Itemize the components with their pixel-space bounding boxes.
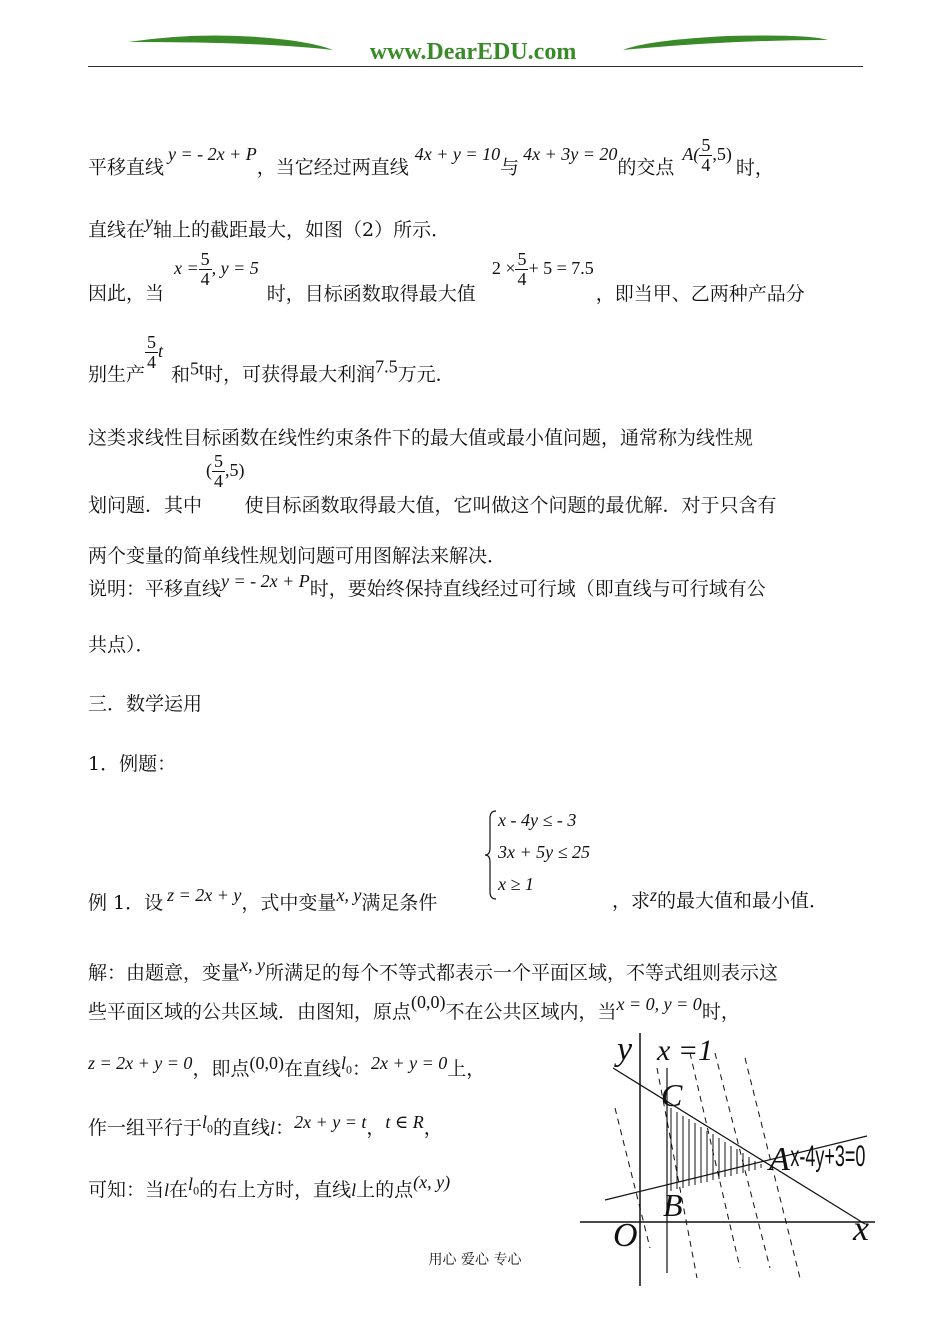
p3-x-cond (174, 249, 259, 289)
example-1-tail (612, 885, 828, 913)
p4-prefix: 别生产 (88, 363, 146, 386)
label-y-axis: y (617, 1031, 633, 1068)
paragraph-4 (88, 333, 455, 387)
constraint-2: 3x + 5y ≤ 25 (498, 842, 591, 862)
p6-pt-num: 5 (214, 451, 224, 471)
paragraph-9: 共点）． (88, 634, 155, 656)
sol1-prefix: 解：由题意，变量 (88, 962, 241, 984)
sol3-colon: ： (351, 1058, 371, 1080)
label-point-C: C (661, 1077, 683, 1113)
p3-expr-num: 5 (517, 249, 527, 269)
ex1-mid2: 满足条件 (361, 892, 438, 914)
solution-line-2 (88, 992, 740, 1024)
paragraph-8 (88, 570, 766, 601)
label-point-A: A (769, 1141, 790, 1178)
p1-mid2: 与 (500, 156, 520, 179)
paragraph-5: 这类求线性目标函数在线性约束条件下的最大值或最小值问题，通常称为线性规 (88, 427, 754, 449)
p3-x-frac (199, 250, 212, 289)
p4-mid: 时，可获得最大利润 (204, 363, 376, 386)
p1-mid3: 的交点 (617, 156, 675, 179)
sol5-l0-l: l (188, 1174, 194, 1194)
p2-suffix: 轴上的截距最大，如图（2）所示． (153, 219, 451, 241)
p4-profit: 7.5 (375, 356, 398, 377)
sol5-mid3: 上的点 (356, 1179, 414, 1201)
header-logo-text: www.DearEDU.com (369, 39, 577, 65)
paragraph-3 (88, 250, 805, 306)
sol4-tR: t ∈ R (385, 1112, 424, 1132)
p1-pointA-den: 4 (701, 154, 711, 175)
solution-line-3 (88, 1052, 485, 1081)
sol5-l0 (188, 1174, 200, 1198)
label-point-B: B (663, 1187, 683, 1223)
sol2-cond: x = 0, y = 0 (616, 994, 702, 1014)
sol3-l0 (340, 1053, 352, 1077)
ex1-z: z (650, 885, 658, 905)
sol5-prefix: 可知：当 (88, 1179, 165, 1201)
sol4-colon: ： (275, 1117, 295, 1139)
p6-suffix: 使目标函数取得最大值，它叫做这个问题的最优解．对于只含有 (244, 494, 777, 517)
sol5-mid1: 在 (169, 1179, 189, 1201)
p8-suffix: 时，要始终保持直线经过可行域（即直线与可行域有公 (309, 578, 766, 600)
solution-line-4 (88, 1112, 443, 1140)
sol1-suffix: 所满足的每个不等式都表示一个平面区域，不等式组则表示这 (265, 962, 779, 984)
p6-pt-rest: ,5) (225, 459, 245, 480)
p3-expr-den: 4 (517, 268, 527, 289)
solution-line-1 (88, 955, 778, 985)
p1-pointA-label: A( (682, 143, 700, 164)
sol3-eq: z = 2x + y = 0 (88, 1053, 193, 1073)
p4-t-var: t (158, 340, 164, 361)
sol4-prefix: 作一组平行于 (88, 1117, 203, 1139)
label-origin-O: O (613, 1217, 638, 1254)
ex1-vars: x, y (336, 885, 362, 905)
p3-x-label: x = (174, 257, 199, 278)
sol4-l: l (270, 1118, 276, 1138)
ex1-mid3: ，求 (612, 890, 651, 912)
p1-eq2: 4x + y = 10 (414, 143, 501, 164)
p4-suffix: 万元． (397, 363, 455, 386)
sol5-l: l (164, 1180, 170, 1200)
p1-pointA-num: 5 (701, 135, 711, 155)
p6-pt-den: 4 (214, 470, 224, 491)
paragraph-2 (88, 212, 450, 242)
p6-pt-open: ( (206, 459, 213, 480)
ex1-mid1: ，式中变量 (241, 892, 337, 914)
paragraph-6 (88, 452, 777, 518)
p4-t-num: 5 (147, 332, 157, 352)
p6-prefix: 划问题．其中 (88, 494, 203, 517)
p1-pointA-frac (699, 136, 712, 175)
page-footer: 用心 爱心 专心 (428, 1252, 522, 1268)
feasible-region-hatch (671, 1108, 761, 1191)
subheading-examples: 1．例题： (88, 753, 177, 775)
p2-var: y (145, 212, 154, 232)
p6-pt-frac (212, 452, 225, 491)
p3-y-part: , y = 5 (211, 257, 259, 278)
p4-and: 和 (171, 363, 191, 386)
sol3-l0-l: l (340, 1053, 346, 1073)
p3-expr-frac (515, 250, 528, 289)
paragraph-7: 两个变量的简单线性规划问题可用图解法来解决． (88, 545, 507, 567)
p1-suffix: 时， (735, 156, 774, 179)
constraint-3: x ≥ 1 (498, 874, 534, 894)
p3-x-num: 5 (200, 249, 210, 269)
sol4-l0 (202, 1112, 214, 1136)
sol4-suffix: ， (423, 1117, 443, 1139)
p8-eq: y = - 2x + P (221, 571, 310, 591)
solution-line-5 (88, 1172, 450, 1202)
p3-expr (491, 249, 594, 289)
p1-pointA (682, 135, 732, 175)
label-line-x-4y-3: x-4y+3=0 (790, 1140, 866, 1174)
ex1-prefix: 例 1．设 (88, 892, 164, 914)
label-x-axis: x (853, 1208, 869, 1248)
sol3-l0-sub: 0 (345, 1062, 352, 1077)
p2-prefix: 直线在 (88, 219, 146, 241)
sol4-eq: 2x + y = t (294, 1112, 367, 1132)
p4-five-t: 5t (190, 358, 205, 379)
ex1-suffix: 的最大值和最小值． (657, 890, 829, 912)
p1-mid1: ，当它经过两直线 (256, 156, 409, 179)
p1-pointA-rest: ,5) (712, 143, 732, 164)
p1-prefix: 平移直线 (88, 156, 165, 179)
p4-t-den: 4 (147, 351, 157, 372)
p3-x-den: 4 (200, 268, 210, 289)
sol2-mid: 不在公共区域内，当 (445, 1001, 617, 1023)
sol5-l0-sub: 0 (193, 1183, 200, 1198)
sol4-l0-l: l (202, 1112, 208, 1132)
p6-point (206, 451, 245, 491)
p1-eq1: y = - 2x + P (168, 143, 257, 164)
sol2-suffix: 时， (701, 1001, 740, 1023)
p3-suffix: ，即当甲、乙两种产品分 (595, 282, 805, 305)
label-x-equals-1: x =1 (657, 1034, 714, 1067)
constraint-1: x - 4y ≤ - 3 (498, 810, 577, 830)
sol3-mid1: ，即点 (192, 1058, 250, 1080)
sol5-pt: (x, y) (413, 1172, 451, 1192)
sol3-eq2: 2x + y = 0 (371, 1053, 448, 1073)
p3-expr-right: + 5 = 7.5 (528, 257, 594, 278)
p4-t-frac (145, 333, 158, 372)
example-1-line (88, 885, 437, 915)
sol2-origin: (0,0) (411, 992, 446, 1012)
sol5-mid2: 的右上方时，直线 (199, 1179, 352, 1201)
sol4-mid: 的直线 (213, 1117, 271, 1139)
p3-expr-left: 2 × (491, 257, 516, 278)
sol3-pt: (0,0) (249, 1053, 284, 1073)
section-heading-3: 三．数学运用 (88, 693, 203, 715)
paragraph-1 (88, 136, 774, 180)
header-rule (88, 66, 863, 67)
p1-eq3: 4x + 3y = 20 (523, 143, 618, 164)
sol3-suffix: 上， (447, 1058, 486, 1080)
p8-prefix: 说明：平移直线 (88, 578, 222, 600)
constraint-system (484, 808, 624, 904)
p3-prefix: 因此，当 (88, 282, 165, 305)
ex1-z-eq: z = 2x + y (167, 885, 242, 905)
sol4-l0-sub: 0 (207, 1121, 214, 1136)
sol3-mid2: 在直线 (283, 1058, 341, 1080)
sol2-prefix: 些平面区域的公共区域．由图知，原点 (88, 1001, 412, 1023)
sol1-vars: x, y (240, 955, 265, 975)
sol5-l2: l (351, 1180, 357, 1200)
p3-mid: 时，目标函数取得最大值 (266, 282, 476, 305)
sol4-comma: ， (366, 1117, 386, 1139)
left-brace-icon (484, 810, 498, 900)
p4-t-expr (145, 332, 164, 372)
